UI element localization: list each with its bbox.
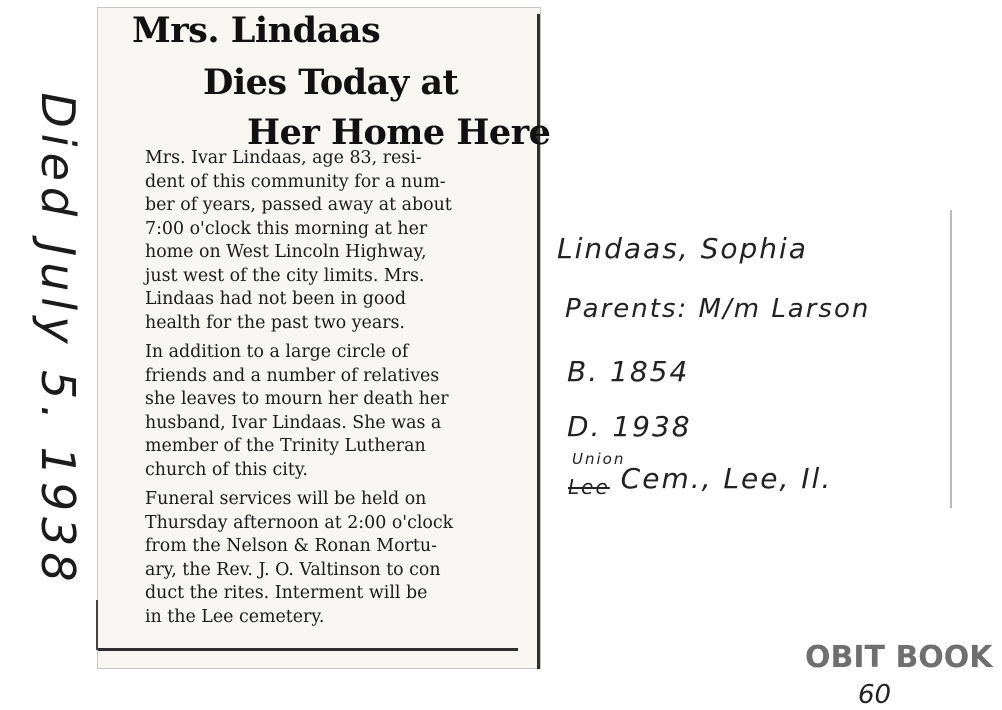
handwritten-death-year: D. 1938 [567, 410, 692, 443]
text-line: church of this city. [145, 459, 308, 480]
text-line: health for the past two years. [145, 312, 405, 333]
obit-book-stamp: OBIT BOOK [805, 640, 993, 675]
text-line: duct the rites. Interment will be [145, 583, 428, 603]
text-line: ary, the Rev. J. O. Valtinson to con [145, 559, 441, 580]
text-line: just west of the city limits. Mrs. [145, 265, 425, 286]
text-line: Thursday afternoon at 2:00 o'clock [145, 512, 454, 533]
handwritten-birth-year: B. 1854 [567, 355, 690, 388]
headline-line-3: Her Home Here [247, 112, 551, 153]
text-line: in the Lee cemetery. [145, 606, 325, 627]
card-edge-line [950, 210, 952, 508]
text-line: Lindaas had not been in good [145, 289, 406, 309]
text-line: she leaves to mourn her death her [145, 389, 449, 409]
text-line: member of the Trinity Lutheran [145, 436, 426, 456]
obituary-body [115, 147, 520, 635]
handwritten-death-date-text: Died July 5. 1938 [31, 92, 85, 588]
cemetery-inserted-word: Union [572, 450, 626, 468]
text-line: 7:00 o'clock this morning at her [145, 218, 428, 239]
handwritten-death-date [28, 80, 88, 600]
text-line: from the Nelson & Ronan Mortu- [145, 536, 437, 556]
text-line: Mrs. Ivar Lindaas, age 83, resi- [145, 148, 422, 168]
text-line: husband, Ivar Lindaas. She was a [145, 412, 442, 433]
obituary-paragraph-3 [115, 488, 520, 629]
headline-line-2: Dies Today at [203, 62, 459, 103]
handwritten-parents: Parents: M/m Larson [565, 294, 871, 324]
text-line: In addition to a large circle of [145, 342, 409, 362]
text-line: Funeral services will be held on [145, 489, 427, 509]
clipping-border-bottom [98, 648, 518, 651]
headline-line-1: Mrs. Lindaas [132, 10, 381, 51]
obituary-paragraph-1 [115, 147, 520, 335]
text-line: ber of years, passed away at about [145, 195, 452, 215]
obituary-paragraph-2 [115, 341, 520, 482]
handwritten-name: Lindaas, Sophia [557, 232, 808, 265]
cemetery-location: Cem., Lee, Il. [620, 462, 833, 495]
text-line: friends and a number of relatives [145, 365, 440, 386]
clipping-border-left [96, 600, 98, 650]
text-line: home on West Lincoln Highway, [145, 242, 427, 262]
handwritten-cemetery [568, 450, 833, 499]
cemetery-struck-word: Lee [568, 475, 610, 499]
text-line: dent of this community for a num- [145, 171, 446, 192]
handwritten-page-number: 60 [858, 680, 892, 710]
